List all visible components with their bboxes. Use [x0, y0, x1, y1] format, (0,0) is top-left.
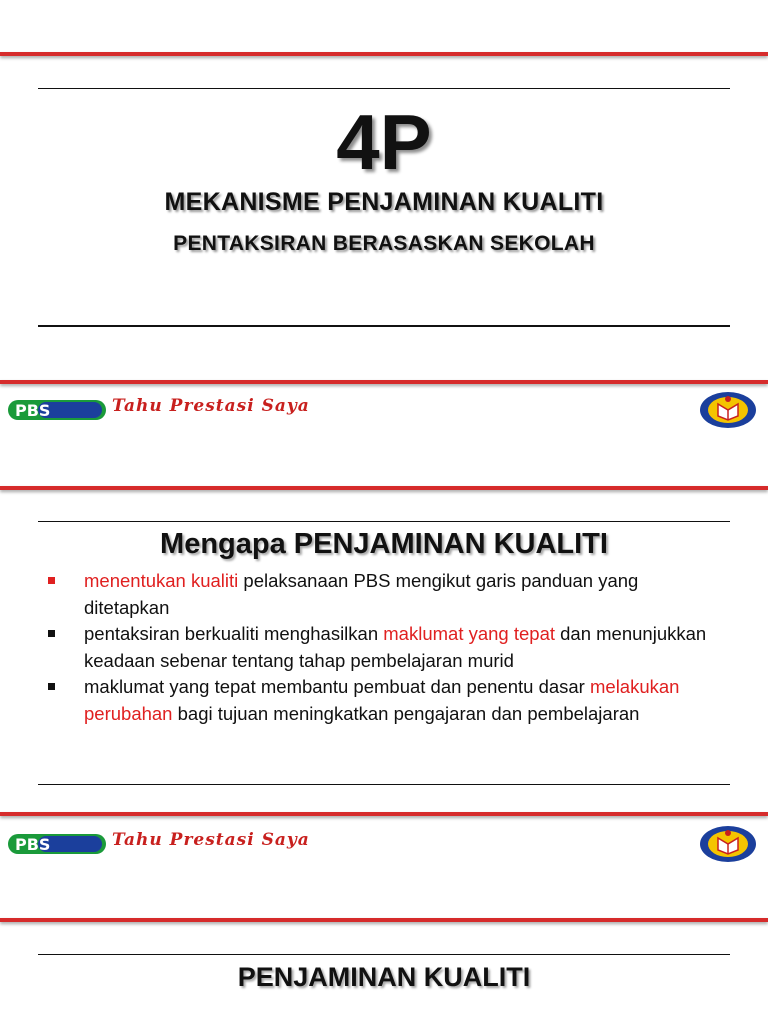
pbs-logo — [8, 834, 106, 854]
ministry-emblem — [698, 824, 758, 864]
section-title: Mengapa PENJAMINAN KUALITI — [160, 528, 608, 560]
pbs-logo — [8, 400, 106, 420]
red-rule — [0, 918, 768, 922]
divider-line — [38, 784, 730, 785]
slide-subtitle-2: PENTAKSIRAN BERASASKAN SEKOLAH — [173, 232, 595, 255]
bullet-square-icon — [48, 683, 55, 690]
red-rule — [0, 380, 768, 384]
brand-bar — [0, 824, 768, 864]
divider-line — [38, 88, 730, 89]
bullet-item: pentaksiran berkualiti menghasilkan maklumat yang tepat dan menunjukkan keadaan sebenar tentang tahap pembelajaran murid — [44, 621, 724, 674]
svg-text:PBS: PBS — [15, 835, 51, 854]
red-rule — [0, 812, 768, 816]
top-red-rule — [0, 52, 768, 56]
red-rule — [0, 486, 768, 490]
brand-bar — [0, 390, 768, 430]
divider-line — [38, 521, 730, 522]
ministry-emblem — [698, 390, 758, 430]
tagline: Tahu Prestasi Saya — [112, 396, 310, 416]
divider-line — [38, 325, 730, 327]
bullet-list — [44, 568, 724, 727]
slide-title-4p: 4P — [336, 98, 432, 186]
tagline: Tahu Prestasi Saya — [112, 830, 310, 850]
slide-subtitle-1: MEKANISME PENJAMINAN KUALITI — [164, 188, 604, 216]
svg-text:PBS: PBS — [15, 401, 51, 420]
section-title: PENJAMINAN KUALITI — [237, 962, 531, 992]
bullet-item: maklumat yang tepat membantu pembuat dan penentu dasar melakukan perubahan bagi tujuan meningkatkan pengajaran dan pembelajaran — [44, 674, 724, 727]
bullet-item: menentukan kualiti pelaksanaan PBS mengikut garis panduan yang ditetapkan — [44, 568, 724, 621]
divider-line — [38, 954, 730, 955]
bullet-square-icon — [48, 630, 55, 637]
bullet-square-icon — [48, 577, 55, 584]
